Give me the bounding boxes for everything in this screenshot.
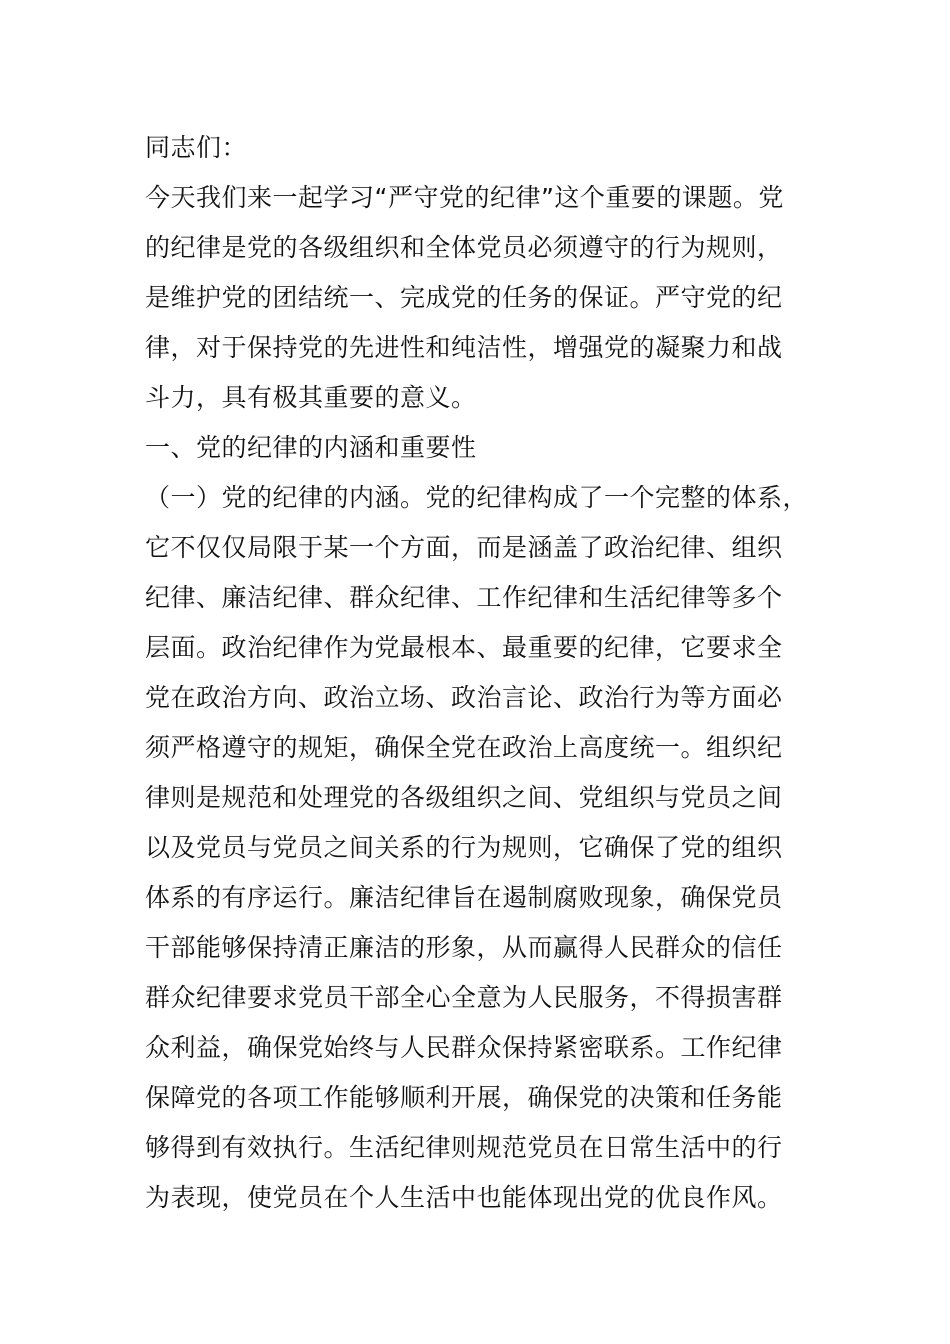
paragraph-line: 为表现，使党员在个人生活中也能体现出党的优良作风。 [145,1183,783,1212]
paragraph-line: 是维护党的团结统一、完成党的任务的保证。严守党的纪 [145,283,783,312]
paragraph-line: 层面。政治纪律作为党最根本、最重要的纪律，它要求全 [145,633,783,662]
paragraph-line: 干部能够保持清正廉洁的形象，从而赢得人民群众的信任 [145,933,783,962]
paragraph-line: 以及党员与党员之间关系的行为规则，它确保了党的组织 [145,833,783,862]
salutation-line: 同志们： [145,133,248,162]
paragraph-line: 体系的有序运行。廉洁纪律旨在遏制腐败现象，确保党员 [145,883,783,912]
paragraph-line: 律，对于保持党的先进性和纯洁性，增强党的凝聚力和战 [145,333,783,362]
document-body [145,123,845,1223]
paragraph-line: 群众纪律要求党员干部全心全意为人民服务，不得损害群 [145,983,783,1012]
section-heading: 一、党的纪律的内涵和重要性 [145,433,477,462]
paragraph-line: 党在政治方向、政治立场、政治言论、政治行为等方面必 [145,683,783,712]
paragraph-line: 斗力，具有极其重要的意义。 [145,383,477,412]
paragraph-line: 够得到有效执行。生活纪律则规范党员在日常生活中的行 [145,1133,783,1162]
paragraph-line: 的纪律是党的各级组织和全体党员必须遵守的行为规则， [145,233,783,262]
paragraph-line: 律则是规范和处理党的各级组织之间、党组织与党员之间 [145,783,783,812]
paragraph-line: 须严格遵守的规矩，确保全党在政治上高度统一。组织纪 [145,733,783,762]
paragraph-line: 它不仅仅局限于某一个方面，而是涵盖了政治纪律、组织 [145,533,783,562]
paragraph-line: 今天我们来一起学习“严守党的纪律”这个重要的课题。党 [145,183,784,212]
paragraph-line: 纪律、廉洁纪律、群众纪律、工作纪律和生活纪律等多个 [145,583,783,612]
paragraph-line: 保障党的各项工作能够顺利开展，确保党的决策和任务能 [145,1083,783,1112]
paragraph-line: （一）党的纪律的内涵。党的纪律构成了一个完整的体系， [145,483,809,512]
paragraph-line: 众利益，确保党始终与人民群众保持紧密联系。工作纪律 [145,1033,783,1062]
